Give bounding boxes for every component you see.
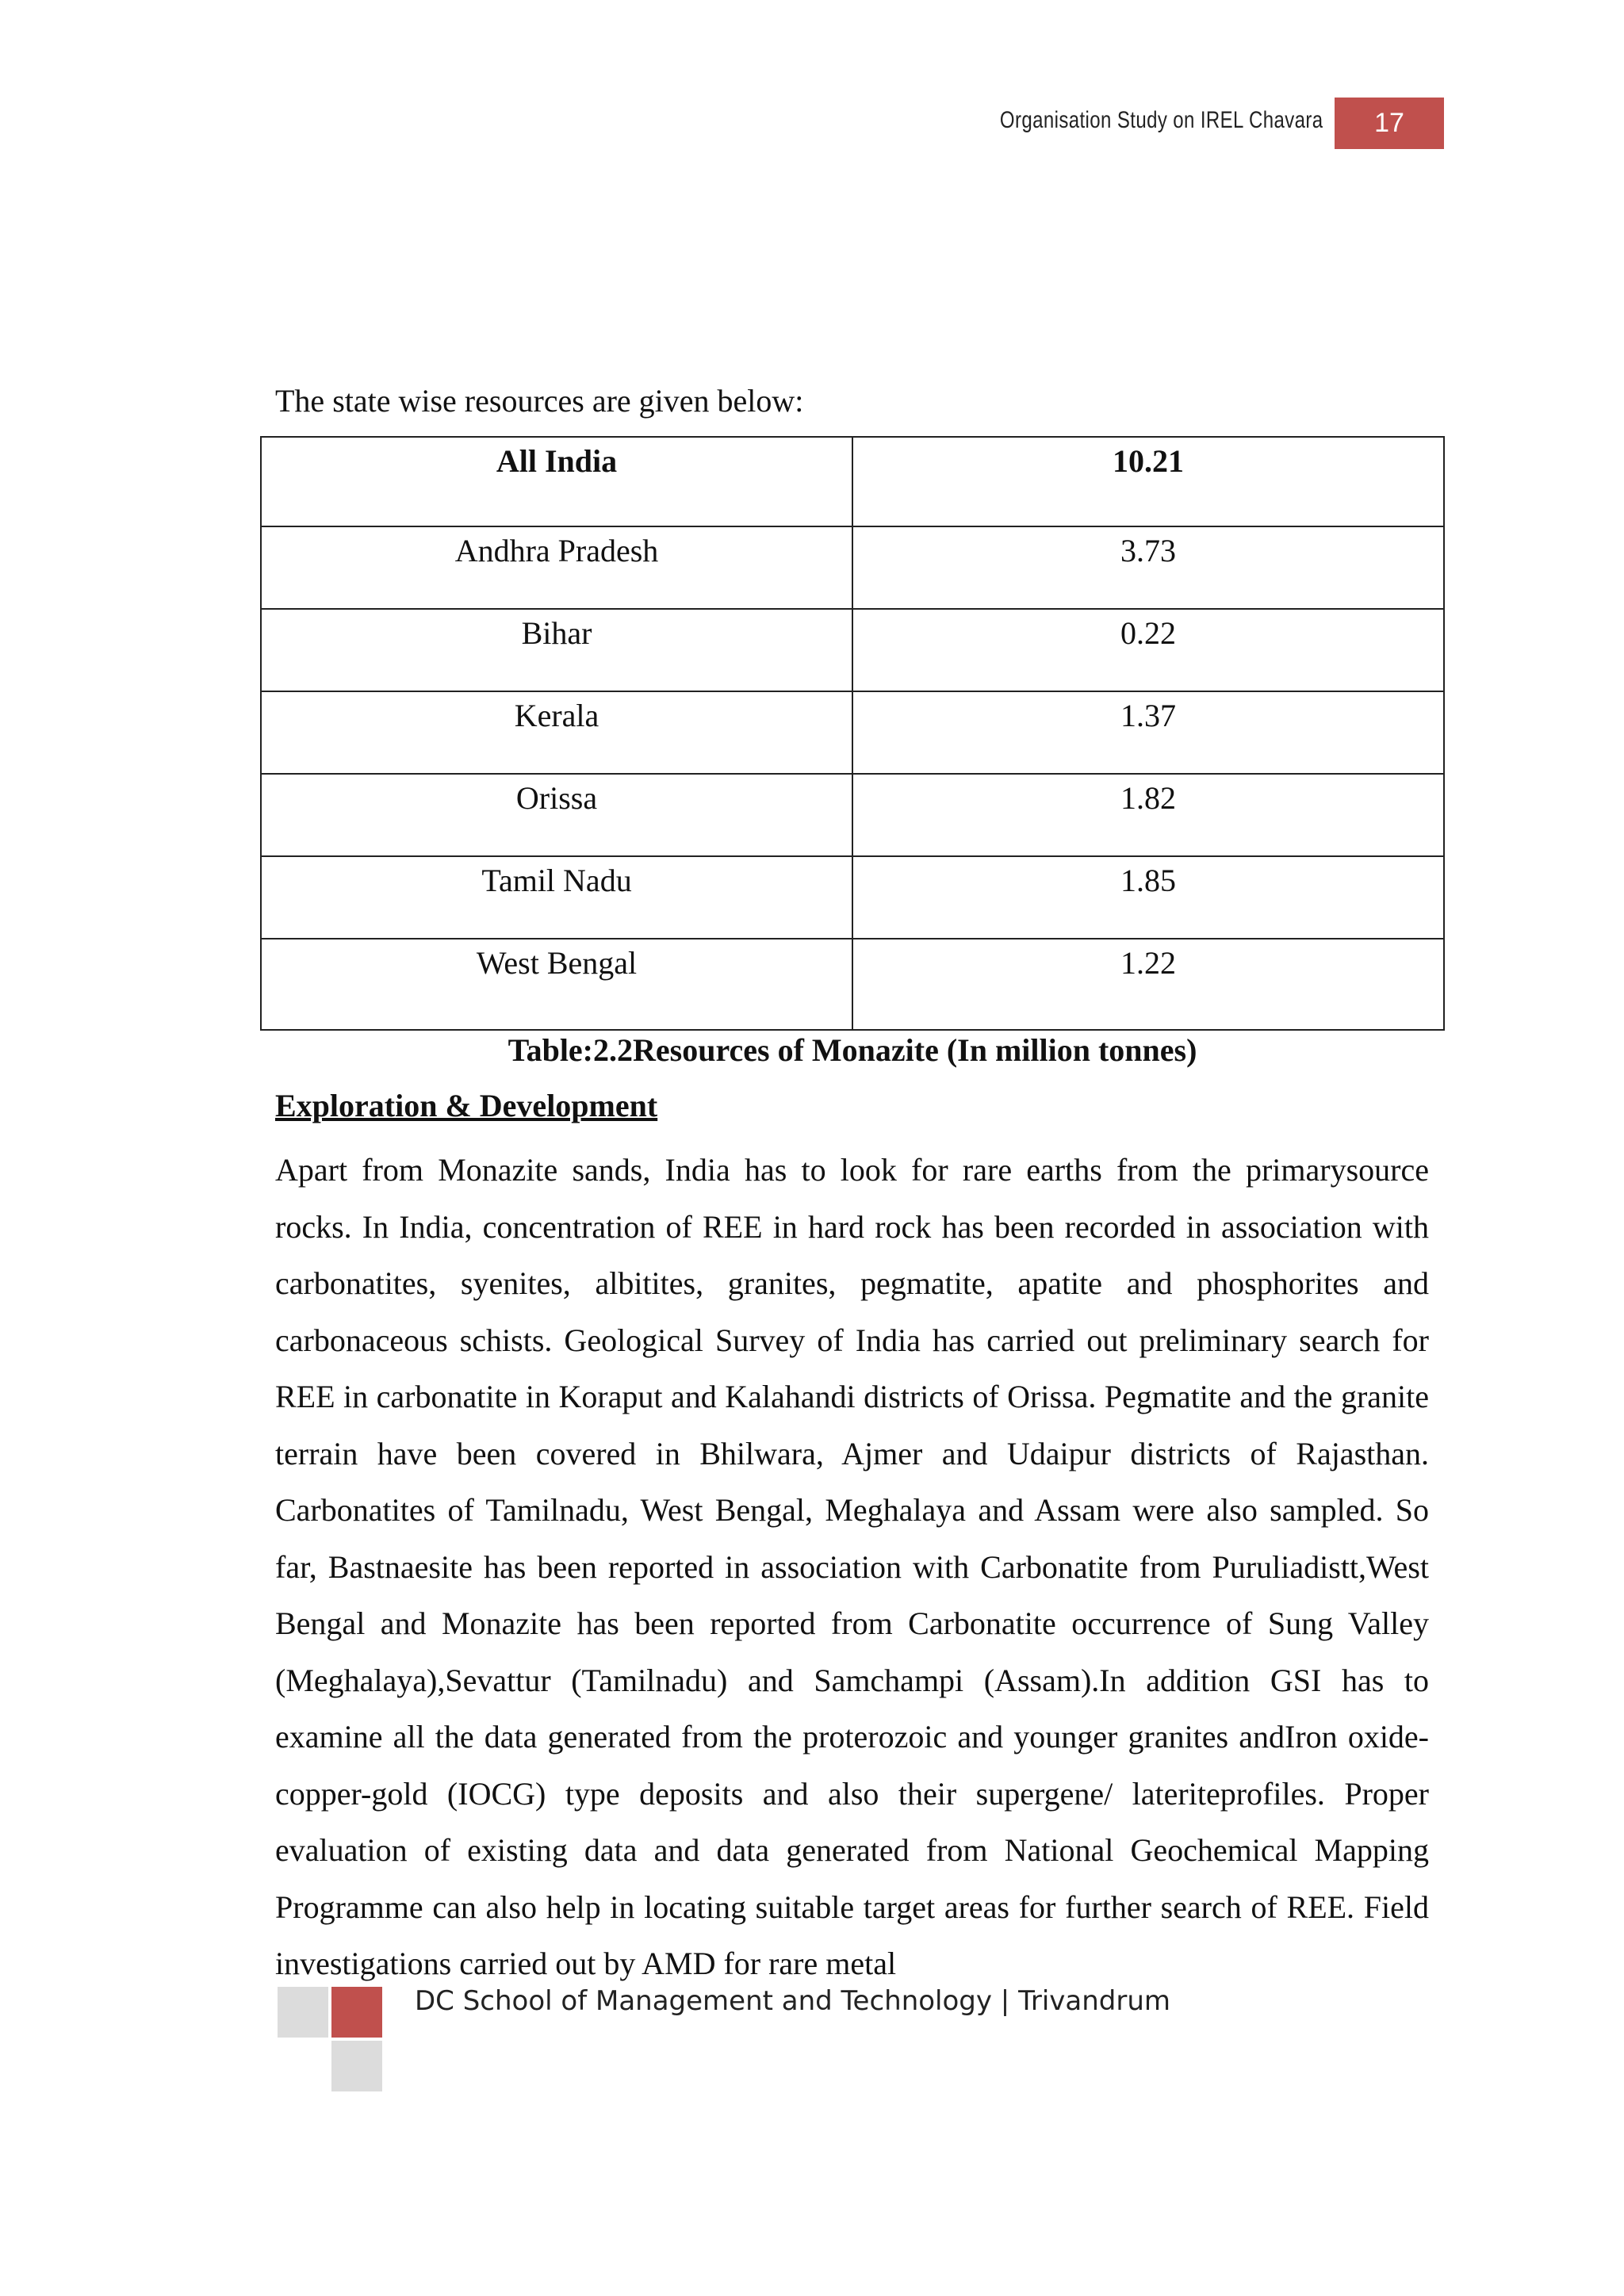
intro-text: The state wise resources are given below: [275,383,804,419]
body-paragraph: Apart from Monazite sands, India has to look for rare earths from the primarysource rocks. In India, concentration of REE in hard rock has been recorded in association with carbonatites, syenites, albitites, granites, pegmatite, apatite and phosphorites and carbonaceous schists. Geological Survey of India has carried out preliminary search for REE in carbonatite in Koraput and Kalahandi districts of Orissa. Pegmatite and the granite terrain have been covered in Bhilwara, Ajmer and Udaipur districts of Rajasthan. Carbonatites of Tamilnadu, West Bengal, Meghalaya and Assam were also sampled. So far, Bastnaesite has been reported in association with Carbonatite from Puruliadistt,West Bengal and Monazite has been reported from Carbonatite occurrence of Sung Valley (Meghalaya),Sevattur (Tamilnadu) and Samchampi (Assam).In addition GSI has to examine all the data generated from the proterozoic and younger granites andIron oxide-copper-gold (IOCG) type deposits and also their supergene/ lateriteprofiles. Proper evaluation of existing data and data generated from National Geochemical Mapping Programme can also help in locating suitable target areas for further search of REE. Field investigations carried out by AMD for rare metal [275,1152,1429,1981]
state-cell: West Bengal [261,939,852,1030]
value-cell: 0.22 [852,609,1444,691]
grey-square-icon [278,1987,328,2038]
table-row [261,609,1444,691]
state-cell: All India [261,437,852,526]
state-cell: Orissa [261,774,852,856]
page-number-badge: 17 [1335,98,1444,149]
table-row [261,691,1444,774]
state-cell: Kerala [261,691,852,774]
table-caption: Table:2.2Resources of Monazite (In million tonnes) [508,1032,1197,1068]
grey-square-icon [331,2041,382,2091]
red-square-icon [331,1987,382,2038]
table-row [261,774,1444,856]
value-cell: 1.85 [852,856,1444,939]
state-cell: Tamil Nadu [261,856,852,939]
value-cell: 10.21 [852,437,1444,526]
value-cell: 3.73 [852,526,1444,609]
table-row [261,526,1444,609]
running-header-title: Organisation Study on IREL Chavara [999,107,1323,133]
table-row [261,437,1444,526]
table-row [261,856,1444,939]
value-cell: 1.22 [852,939,1444,1030]
table-row [261,939,1444,1030]
resources-table [260,436,1445,1031]
footer-text: DC School of Management and Technology | Trivandrum [415,1985,1170,2017]
value-cell: 1.37 [852,691,1444,774]
value-cell: 1.82 [852,774,1444,856]
section-heading: Exploration & Development [275,1088,658,1123]
state-cell: Andhra Pradesh [261,526,852,609]
state-cell: Bihar [261,609,852,691]
